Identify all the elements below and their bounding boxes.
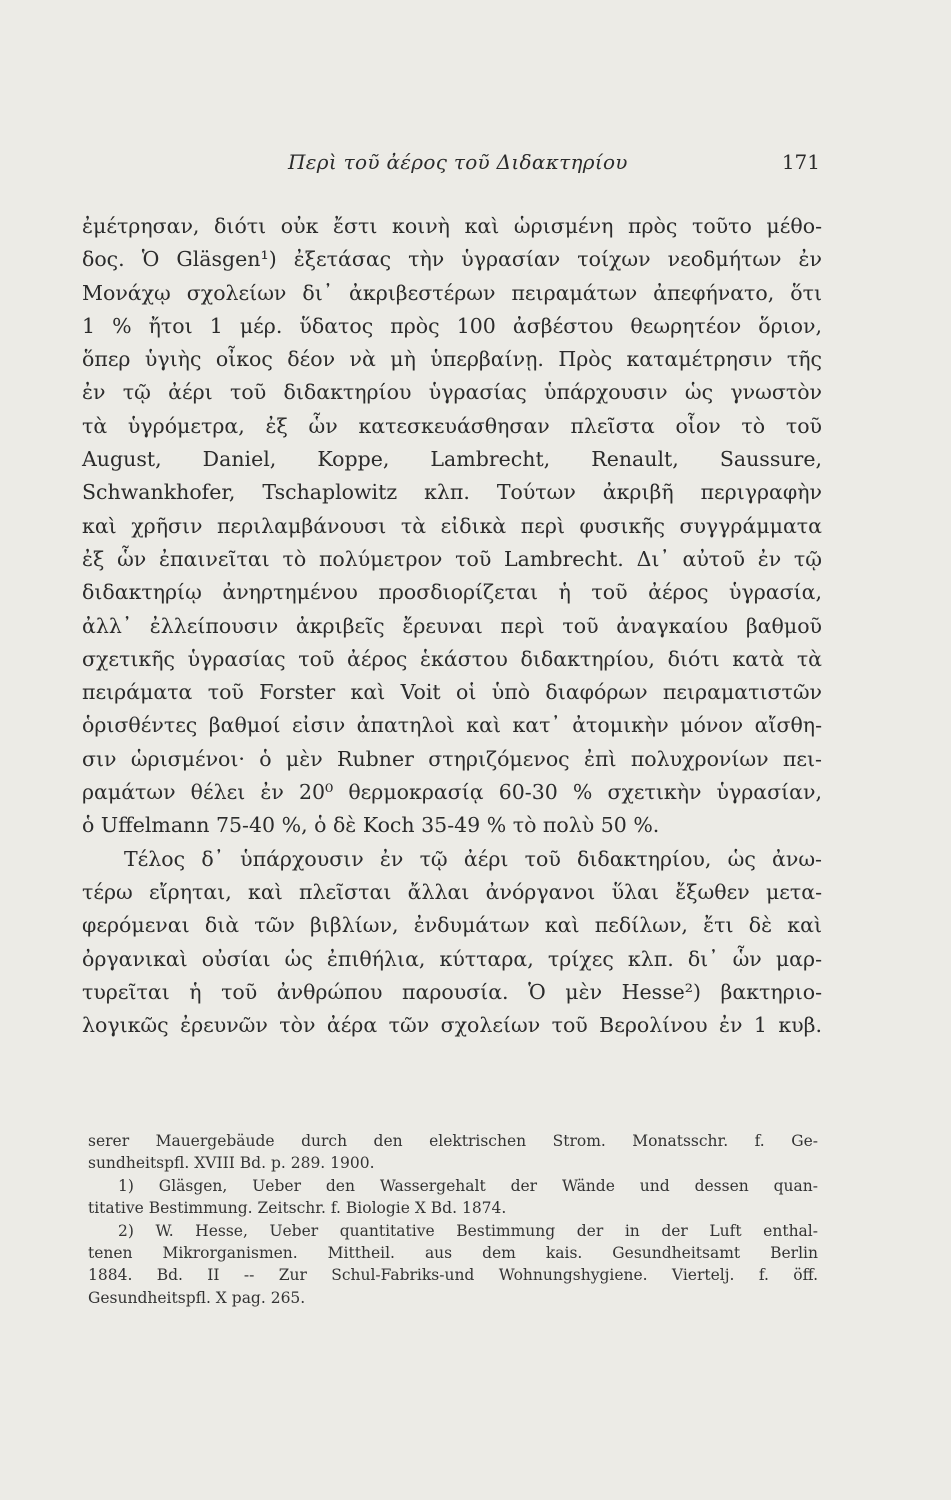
text-line: τυρεῖται ἡ τοῦ ἀνθρώπου παρουσία. Ὁ μὲν Hesse²) βακτηριο- xyxy=(82,979,822,1004)
running-title: Περὶ τοῦ ἀέρος τοῦ Διδακτηρίου xyxy=(288,150,628,174)
footnote-1: 1) Gläsgen, Ueber den Wassergehalt der Wände und dessen quan- xyxy=(118,1176,818,1195)
footnote-line: titative Bestimmung. Zeitschr. f. Biologie X Bd. 1874. xyxy=(88,1199,507,1218)
page-number: 171 xyxy=(781,150,820,174)
footnote-2: 2) W. Hesse, Ueber quantitative Bestimmung der in der Luft enthal- xyxy=(118,1221,818,1240)
text-line: ὁρισθέντες βαθμοί εἰσιν ἀπατηλοὶ καὶ κατ᾽ ἀτομικὴν μόνον αἴσθη- xyxy=(82,713,822,738)
text-line: ὀργανικαὶ οὐσίαι ὡς ἐπιθήλια, κύτταρα, τρίχες κλπ. δι᾽ ὧν μαρ- xyxy=(82,946,822,971)
text-line: σχετικῆς ὑγρασίας τοῦ ἀέρος ἑκάστου διδακτηρίου, διότι κατὰ τὰ xyxy=(82,646,822,671)
footnote-line: Gesundheitspfl. X pag. 265. xyxy=(88,1288,306,1307)
text-line: 1 % ἤτοι 1 μέρ. ὕδατος πρὸς 100 ἀσβέστου θεωρητέον ὅριον, xyxy=(82,313,822,338)
text-line: δος. Ὁ Gläsgen¹) ἐξετάσας τὴν ὑγρασίαν τοίχων νεοδμήτων ἐν xyxy=(82,247,822,272)
text-line: August, Daniel, Koppe, Lambrecht, Renault, Saussure, xyxy=(82,447,822,472)
text-line: τὰ ὑγρόμετρα, ἐξ ὧν κατεσκευάσθησαν πλεῖστα οἷον τὸ τοῦ xyxy=(82,413,822,438)
text-line: λογικῶς ἐρευνῶν τὸν ἀέρα τῶν σχολείων τοῦ Βερολίνου ἐν 1 κυβ. xyxy=(82,1013,822,1038)
page-header xyxy=(80,150,820,184)
paragraph-start-line: Τέλος δ᾽ ὑπάρχουσιν ἐν τῷ ἀέρι τοῦ διδακτηρίου, ὡς ἀνω- xyxy=(124,846,822,871)
text-line: ἐξ ὧν ἐπαινεῖται τὸ πολύμετρον τοῦ Lambrecht. Δι᾽ αὐτοῦ ἐν τῷ xyxy=(82,546,822,571)
text-line: τέρω εἴρηται, καὶ πλεῖσται ἄλλαι ἀνόργανοι ὕλαι ἔξωθεν μετα- xyxy=(82,879,822,904)
text-line: ἀλλ᾽ ἐλλείπουσιν ἀκριβεῖς ἔρευναι περὶ τοῦ ἀναγκαίου βαθμοῦ xyxy=(82,613,822,638)
text-line: πειράματα τοῦ Forster καὶ Voit οἱ ὑπὸ διαφόρων πειραματιστῶν xyxy=(82,680,822,705)
text-line: καὶ χρῆσιν περιλαμβάνουσι τὰ εἰδικὰ περὶ φυσικῆς συγγράμματα xyxy=(82,513,822,538)
text-line: ὁ Uffelmann 75-40 %, ὁ δὲ Koch 35-49 % τὸ πολὺ 50 %. xyxy=(82,813,660,838)
footnote-line: tenen Mikrorganismen. Mittheil. aus dem kais. Gesundheitsamt Berlin xyxy=(88,1243,818,1262)
footnote-line: sundheitspfl. XVIII Bd. p. 289. 1900. xyxy=(88,1154,375,1173)
footnotes xyxy=(88,1130,818,1309)
text-line: διδακτηρίῳ ἀνηρτημένου προσδιορίζεται ἡ τοῦ ἀέρος ὑγρασία, xyxy=(82,580,822,605)
text-line: Μονάχῳ σχολείων δι᾽ ἀκριβεστέρων πειραμάτων ἀπεφήνατο, ὅτι xyxy=(82,280,822,305)
text-line: ἐν τῷ ἀέρι τοῦ διδακτηρίου ὑγρασίας ὑπάρχουσιν ὡς γνωστὸν xyxy=(82,380,822,405)
footnote-line: 1884. Bd. II -- Zur Schul-Fabriks-und Wohnungshygiene. Viertelj. f. öff. xyxy=(88,1266,818,1285)
footnote-line: serer Mauergebäude durch den elektrischen Strom. Monatsschr. f. Ge- xyxy=(88,1132,818,1150)
body-text xyxy=(82,210,822,1042)
text-line: σιν ὡρισμένοι· ὁ μὲν Rubner στηριζόμενος ἐπὶ πολυχρονίων πει- xyxy=(82,746,822,771)
text-line: ραμάτων θέλει ἐν 20⁰ θερμοκρασίᾳ 60-30 % σχετικὴν ὑγρασίαν, xyxy=(82,780,822,805)
text-line: ὅπερ ὑγιὴς οἶκος δέον νὰ μὴ ὑπερβαίνῃ. Πρὸς καταμέτρησιν τῆς xyxy=(82,347,822,372)
text-line: ἐμέτρησαν, διότι οὐκ ἔστι κοινὴ καὶ ὡρισμένη πρὸς τοῦτο μέθο- xyxy=(82,214,822,238)
text-line: φερόμεναι διὰ τῶν βιβλίων, ἐνδυμάτων καὶ πεδίλων, ἔτι δὲ καὶ xyxy=(82,913,822,938)
text-line: Schwankhofer, Tschaplowitz κλπ. Τούτων ἀκριβῆ περιγραφὴν xyxy=(82,480,822,505)
